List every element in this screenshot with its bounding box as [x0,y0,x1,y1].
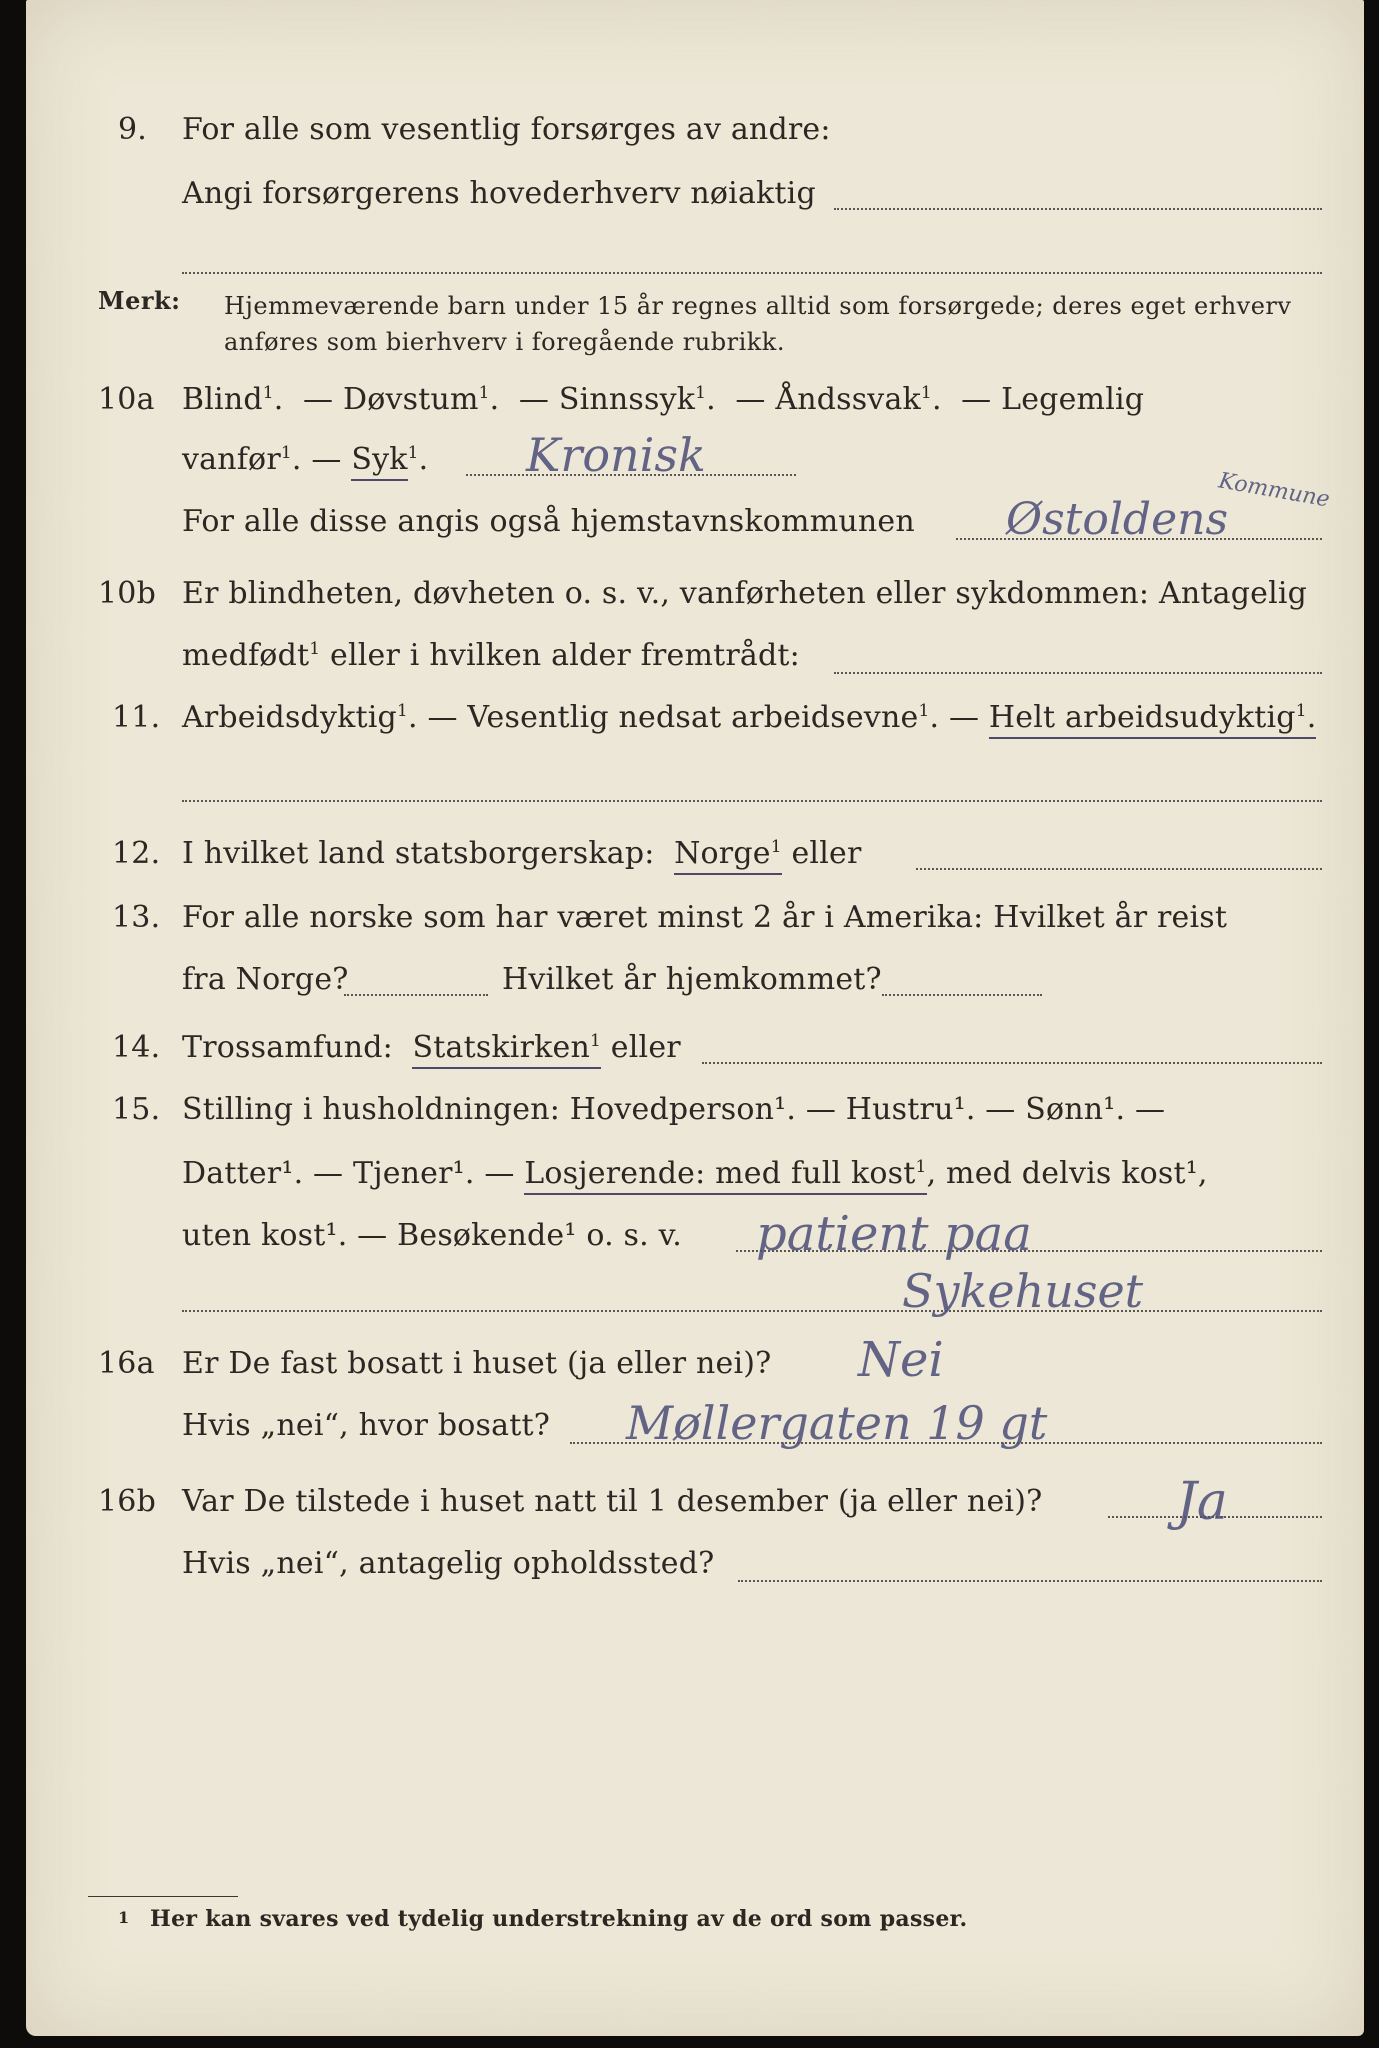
q9-line1: For alle som vesentlig forsørges av andre: [182,112,831,147]
q10b-number: 10b [98,576,156,611]
option-helt-arbeidsudyktig: Helt arbeidsudyktig$^1$. [989,700,1317,739]
q16a-line2: Hvis „nei“, hvor bosatt? [182,1408,551,1443]
q14-answer-line [702,1062,1322,1064]
q10a-line1: Blind$^1$. — Døvstum$^1$. — Sinnssyk$^1$. — Åndssvak$^1$. — Legemlig [182,382,1145,417]
q15-answer-line-2 [182,1310,1322,1312]
merk-label: Merk: [98,286,181,315]
q10b-answer-line [834,672,1322,674]
answer-tilstede-handwriting: Ja [1176,1472,1228,1532]
q13-hjemkommet-line [882,994,1042,996]
option-blind: Blind [182,382,263,417]
q15-line2: Datter¹. — Tjener¹. — Losjerende: med full kost$^1$, med delvis kost¹, [182,1156,1208,1191]
q10a-number: 10a [98,382,155,417]
q12-answer-line [916,868,1322,870]
q13-reist-line [344,994,488,996]
q11-line1: Arbeidsdyktig$^1$. — Vesentlig nedsat arbeidsevne$^1$. — Helt arbeidsudyktig$^1$. [182,700,1316,735]
q15-line1: Stilling i husholdningen: Hovedperson¹. — Hustru¹. — Sønn¹. — [182,1092,1166,1127]
q16b-line1: Var De tilstede i huset natt til 1 desember (ja eller nei)? [182,1484,1043,1519]
q16b-number: 16b [98,1484,156,1519]
q11-number: 11. [112,700,161,735]
q16b-answer-line-2 [738,1580,1322,1582]
q16a-line1: Er De fast bosatt i huset (ja eller nei)? [182,1346,772,1381]
census-form-page [26,0,1364,2036]
answer-stilling-handwriting-2: Sykehuset [902,1264,1144,1318]
option-medfodt: medfødt [182,638,310,673]
q10b-line2: medfødt$^1$ eller i hvilken alder fremtrådt: [182,638,800,673]
q9-answer-line [834,208,1322,210]
answer-address-handwriting: Møllergaten 19 gt [626,1396,1048,1450]
option-norge: Norge$^1$ [674,836,782,875]
q9-number: 9. [118,112,148,147]
q16a-number: 16a [98,1346,155,1381]
answer-commune-note-handwriting: Kommune [1216,468,1332,513]
q12-line [182,836,862,871]
merk-line1: Hjemmeværende barn under 15 år regnes alltid som forsørgede; deres eget erhverv [224,292,1292,320]
q11-answer-line [182,800,1322,802]
q14-number: 14. [112,1030,161,1065]
footnote-text: Her kan svares ved tydelig understrekning av de ord som passer. [150,1906,968,1932]
q14-line [182,1030,681,1065]
q13-line2b: Hvilket år hjemkommet? [502,962,882,997]
q13-line1: For alle norske som har været minst 2 år i Amerika: Hvilket år reist [182,900,1228,935]
q10a-line3: For alle disse angis også hjemstavnskommunen [182,504,915,539]
option-legemlig: — Legemlig [961,382,1145,417]
option-andssvak: — Åndssvak [735,382,921,417]
q9-answer-line-2 [182,272,1322,274]
q12-number: 12. [112,836,161,871]
q12-eller: eller [791,836,862,871]
footnote-mark: 1 [118,1908,130,1927]
option-statskirken: Statskirken$^1$ [412,1030,601,1069]
q10b-line1: Er blindheten, døvheten o. s. v., vanførheten eller sykdommen: Antagelig [182,576,1308,611]
q15-number: 15. [112,1092,161,1127]
merk-line2: anføres som bierhverv i foregående rubrikk. [224,328,785,356]
q10b-age-label: eller i hvilken alder fremtrådt: [330,638,800,673]
q16b-line2: Hvis „nei“, antagelig opholdssted? [182,1546,715,1581]
q13-number: 13. [112,900,161,935]
option-arbeidsdyktig: Arbeidsdyktig [182,700,397,735]
option-losjerende-full-kost: Losjerende: med full kost$^1$ [524,1156,926,1195]
footnote-rule [88,1896,238,1897]
q13-line2a: fra Norge? [182,962,349,997]
q14-label: Trossamfund: [182,1030,393,1065]
option-vanfor: vanfør [182,442,281,477]
answer-stilling-handwriting-1: patient paa [756,1206,1032,1262]
q14-eller: eller [610,1030,681,1065]
answer-sickness-handwriting: Kronisk [526,428,706,482]
answer-bosatt-handwriting: Nei [858,1332,944,1388]
option-sinnssyk: — Sinnssyk [518,382,696,417]
option-nedsat: — Vesentlig nedsat arbeidsevne [427,700,919,735]
option-dovstum: — Døvstum [303,382,479,417]
option-syk: Syk [351,442,407,481]
q10a-line2: vanfør$^1$. — Syk$^1$. [182,442,428,477]
q9-line2: Angi forsørgerens hovederhverv nøiaktig [182,176,816,211]
q12-label: I hvilket land statsborgerskap: [182,836,655,871]
answer-commune-handwriting: Østoldens [1006,494,1229,545]
q15-line3: uten kost¹. — Besøkende¹ o. s. v. [182,1218,682,1253]
